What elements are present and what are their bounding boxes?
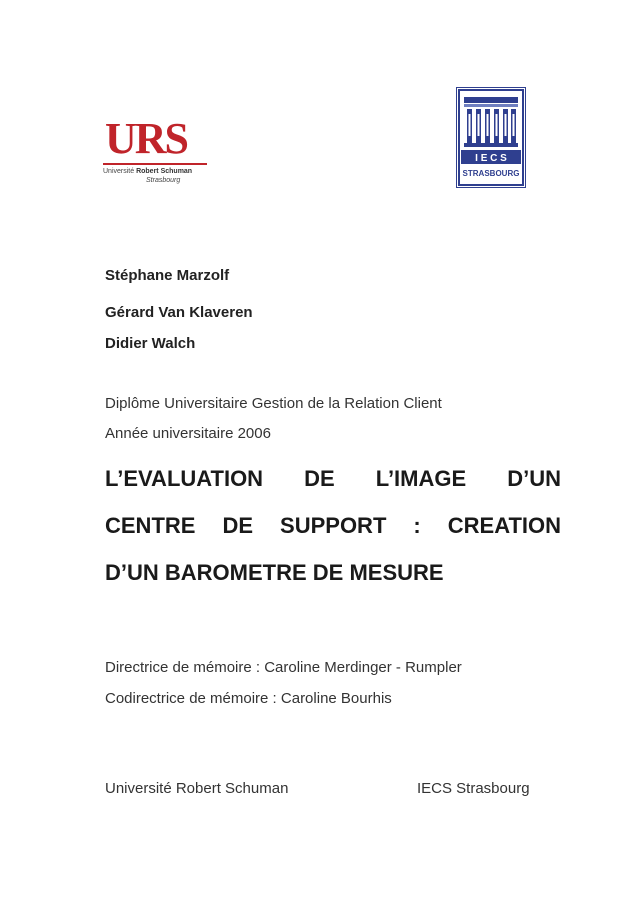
academic-year: Année universitaire 2006	[105, 425, 271, 442]
thesis-codirector: Codirectrice de mémoire : Caroline Bourhis	[105, 690, 392, 707]
document-title-line: L’EVALUATION DE L’IMAGE D’UN	[105, 466, 561, 491]
urs-logo-rule	[103, 163, 207, 165]
author-name: Didier Walch	[105, 335, 196, 352]
urs-logo-letters: URS	[105, 114, 188, 163]
iecs-logo	[456, 87, 526, 188]
thesis-director: Directrice de mémoire : Caroline Merdinger - Rumpler	[105, 659, 462, 676]
document-title-line: D’UN BAROMETRE DE MESURE	[105, 560, 444, 585]
footer-university: Université Robert Schuman	[105, 780, 289, 797]
footer-school: IECS Strasbourg	[417, 780, 530, 797]
diploma-name: Diplôme Universitaire Gestion de la Relation Client	[105, 395, 442, 412]
urs-logo	[103, 114, 213, 193]
author-name: Stéphane Marzolf	[105, 267, 230, 284]
urs-logo-university: Université Robert Schuman	[103, 168, 193, 175]
author-name: Gérard Van Klaveren	[105, 304, 253, 321]
iecs-logo-city: STRASBOURG	[462, 169, 520, 178]
document-title-line: CENTRE DE SUPPORT : CREATION	[105, 513, 561, 538]
urs-logo-city: Strasbourg	[146, 177, 181, 184]
iecs-logo-letters: I E C S	[475, 153, 507, 164]
